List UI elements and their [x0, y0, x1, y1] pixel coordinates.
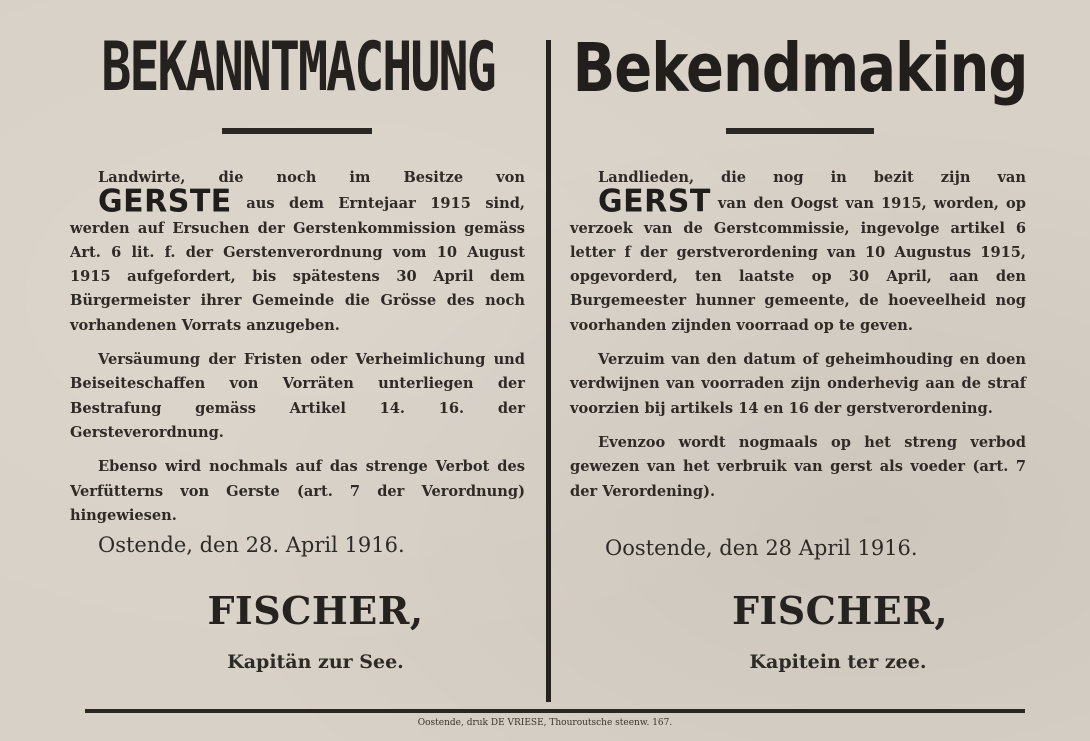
- german-date: Ostende, den 28. April 1916.: [98, 533, 405, 557]
- dutch-column: [570, 0, 1026, 700]
- dutch-paragraph-1: [570, 166, 1026, 338]
- dutch-rank: Kapitein ter zee.: [749, 651, 927, 673]
- printer-imprint: Oostende, druk DE VRIESE, Thouroutsche steenw. 167.: [417, 718, 673, 728]
- german-rank: Kapitän zur See.: [227, 651, 404, 673]
- dutch-signatory: FISCHER,: [731, 588, 949, 633]
- dutch-paragraph-3: Evenzoo wordt nogmaals op het streng verbod gewezen van het verbruik van gerst als voeder (art. 7 der Verordening).: [570, 433, 1026, 500]
- dutch-p1-lead: Landlieden, die nog in bezit zijn van: [598, 169, 1026, 186]
- german-signatory: FISCHER,: [207, 588, 424, 633]
- german-paragraph-1: [70, 166, 525, 338]
- dutch-body: [570, 166, 1026, 514]
- german-p1-rest: aus dem Erntejaar 1915 sind, werden auf Ersuchen der Gerstenkommission gemäss Art. 6 lit. f. der Gerstenverordnung vom 10 August 1915 aufgefordert, bis spätestens 30 April dem Bürgermeister ihrer Gemeinde die Grösse des noch vorhandenen Vorrats anzugeben.: [70, 195, 525, 334]
- dutch-paragraph-2: Verzuim van den datum of geheimhouding en doen verdwijnen van voorraden zijn onderhevig aan de straf voorzien bij artikels 14 en 16 der gerstverordening.: [570, 351, 1026, 417]
- dutch-keyword: GERST: [598, 183, 711, 221]
- dutch-title: Bekendmaking: [572, 30, 1028, 108]
- dutch-date: Oostende, den 28 April 1916.: [605, 536, 918, 560]
- german-paragraph-3: Ebenso wird nochmals auf das strenge Verbot des Verfütterns von Gerste (art. 7 der Verordnung) hingewiesen.: [70, 458, 525, 524]
- bottom-rule: [85, 709, 1025, 713]
- german-title: BEKANNTMACHUNG: [101, 28, 495, 107]
- german-paragraph-2: Versäumung der Fristen oder Verheimlichung und Beiseiteschaffen von Vorräten unterliegen der Bestrafung gemäss Artikel 14. 16. der Gersteverordnung.: [70, 351, 525, 441]
- german-column: [70, 0, 525, 700]
- german-title-rule: [222, 128, 372, 134]
- german-p1-lead: Landwirte, die noch im Besitze von: [98, 169, 525, 186]
- german-keyword: GERSTE: [98, 183, 232, 221]
- dutch-p1-rest: van den Oogst van 1915, worden, op verzoek van de Gerstcommissie, ingevolge artikel 6 letter f der gerstverordening van 10 Augustus 1915, opgevorderd, ten laatste op 30 April, aan den Burgemeester hunner gemeente, de hoeveelheid nog voorhanden zijnden voorraad op te geven.: [570, 195, 1026, 334]
- dutch-title-rule: [726, 128, 874, 134]
- german-body: [70, 166, 525, 538]
- column-divider: [546, 40, 551, 702]
